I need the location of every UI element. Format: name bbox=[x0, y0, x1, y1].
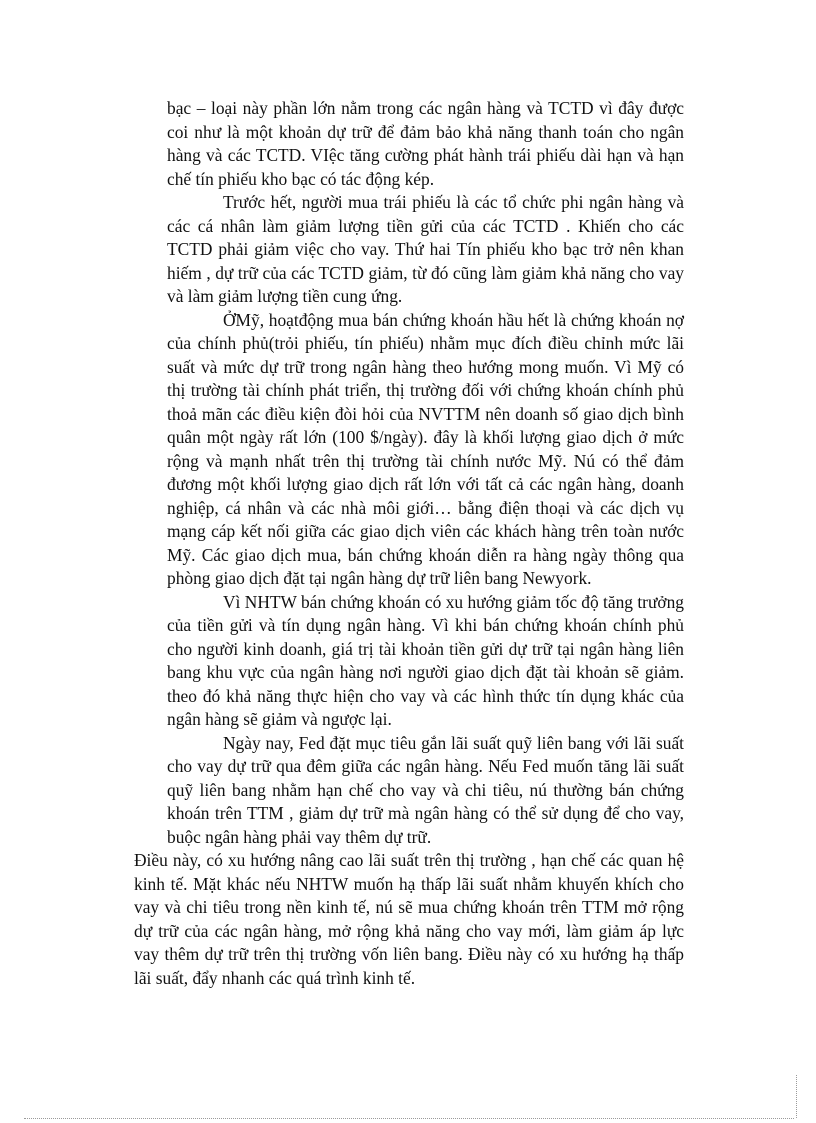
paragraph-continuation: bạc – loại này phần lớn nằm trong các ngân hàng và TCTD vì đây được coi như là một khoản dự trữ để đảm bảo khả năng thanh toán cho ngân hàng và các TCTD. VIệc tăng cường phát hành trái phiếu dài hạn và hạn chế tín phiếu kho bạc có tác động kép. bbox=[167, 98, 684, 189]
paragraph-central-bank-sale: Vì NHTW bán chứng khoán có xu hướng giảm tốc độ tăng trưởng của tiền gửi và tín dụng ngân hàng. Vì khi bán chứng khoán chính phủ cho người kinh doanh, giá trị tài khoản tiền gửi dự trữ tại ngân hàng liên bang khu vực của ngân hàng nơi người giao dịch đặt tài khoản sẽ giảm. theo đó khả năng thực hiện cho vay và các hình thức tín dụng khác của ngân hàng sẽ giảm và ngược lại. bbox=[167, 591, 684, 729]
paragraph-bond-effects: Trước hết, người mua trái phiếu là các tổ chức phi ngân hàng và các cá nhân làm giảm lượng tiền gửi của các TCTD . Khiến cho các TCTD phải giảm việc cho vay. Thứ hai Tín phiếu kho bạc trở nên khan hiếm , dự trữ của các TCTD giảm, từ đó cũng làm giảm khả năng cho vay và làm giảm lượng tiền cung ứng. bbox=[167, 192, 684, 306]
paragraph-fed-target: Ngày nay, Fed đặt mục tiêu gắn lãi suất quỹ liên bang với lãi suất cho vay dự trữ qua đêm giữa các ngân hàng. Nếu Fed muốn tăng lãi suất quỹ liên bang nhằm hạn chế cho vay và chi tiêu, nú thường bán chứng khoán trên TTM , giảm dự trữ mà ngân hàng có thể sử dụng để cho vay, buộc ngân hàng phải vay thêm dự trữ. bbox=[167, 732, 684, 847]
page-right-border bbox=[796, 1075, 797, 1118]
paragraph-conclusion: Điều này, có xu hướng nâng cao lãi suất trên thị trường , hạn chế các quan hệ kinh tế. Mặt khác nếu NHTW muốn hạ thấp lãi suất nhằm khuyến khích cho vay và chi tiêu trong nền kinh tế, nú sẽ mua chứng khoán trên TTM mở rộng dự trữ của các ngân hàng, mở rộng khả năng cho vay mới, làm giảm áp lực vay thêm dự trữ trên thị trường vốn liên bang. Điều này có xu hướng hạ thấp lãi suất, đẩy nhanh các quá trình kinh tế. bbox=[134, 850, 684, 988]
paragraph-us-market: ỞMỹ, hoạtđộng mua bán chứng khoán hầu hết là chứng khoán nợ của chính phủ(trỏi phiếu, tín phiếu) nhằm mục đích điều chỉnh mức lãi suất và mức dự trữ trong ngân hàng theo hướng mong muốn. Vì Mỹ có thị trường tài chính phát triển, thị trường đối với chứng khoán chính phủ thoả mãn các điều kiện đòi hỏi của NVTTM nên doanh số giao dịch bình quân một ngày rất lớn (100 $/ngày). đây là khối lượng giao dịch ở mức rộng và mạnh nhất trên thị trường tài chính nước Mỹ. Nú có thể đảm đương một khối lượng giao dịch rất lớn với tất cả các ngân hàng, doanh nghiệp, cá nhân và các nhà môi giới… bằng điện thoại và các dịch vụ mạng cáp kết nối giữa các giao dịch viên các khách hàng trên toàn nước Mỹ. Các giao dịch mua, bán chứng khoán diễn ra hàng ngày thông qua phòng giao dịch đặt tại ngân hàng dự trữ liên bang Newyork. bbox=[167, 309, 684, 588]
body-text bbox=[136, 97, 684, 990]
page-bottom-border bbox=[24, 1118, 794, 1119]
